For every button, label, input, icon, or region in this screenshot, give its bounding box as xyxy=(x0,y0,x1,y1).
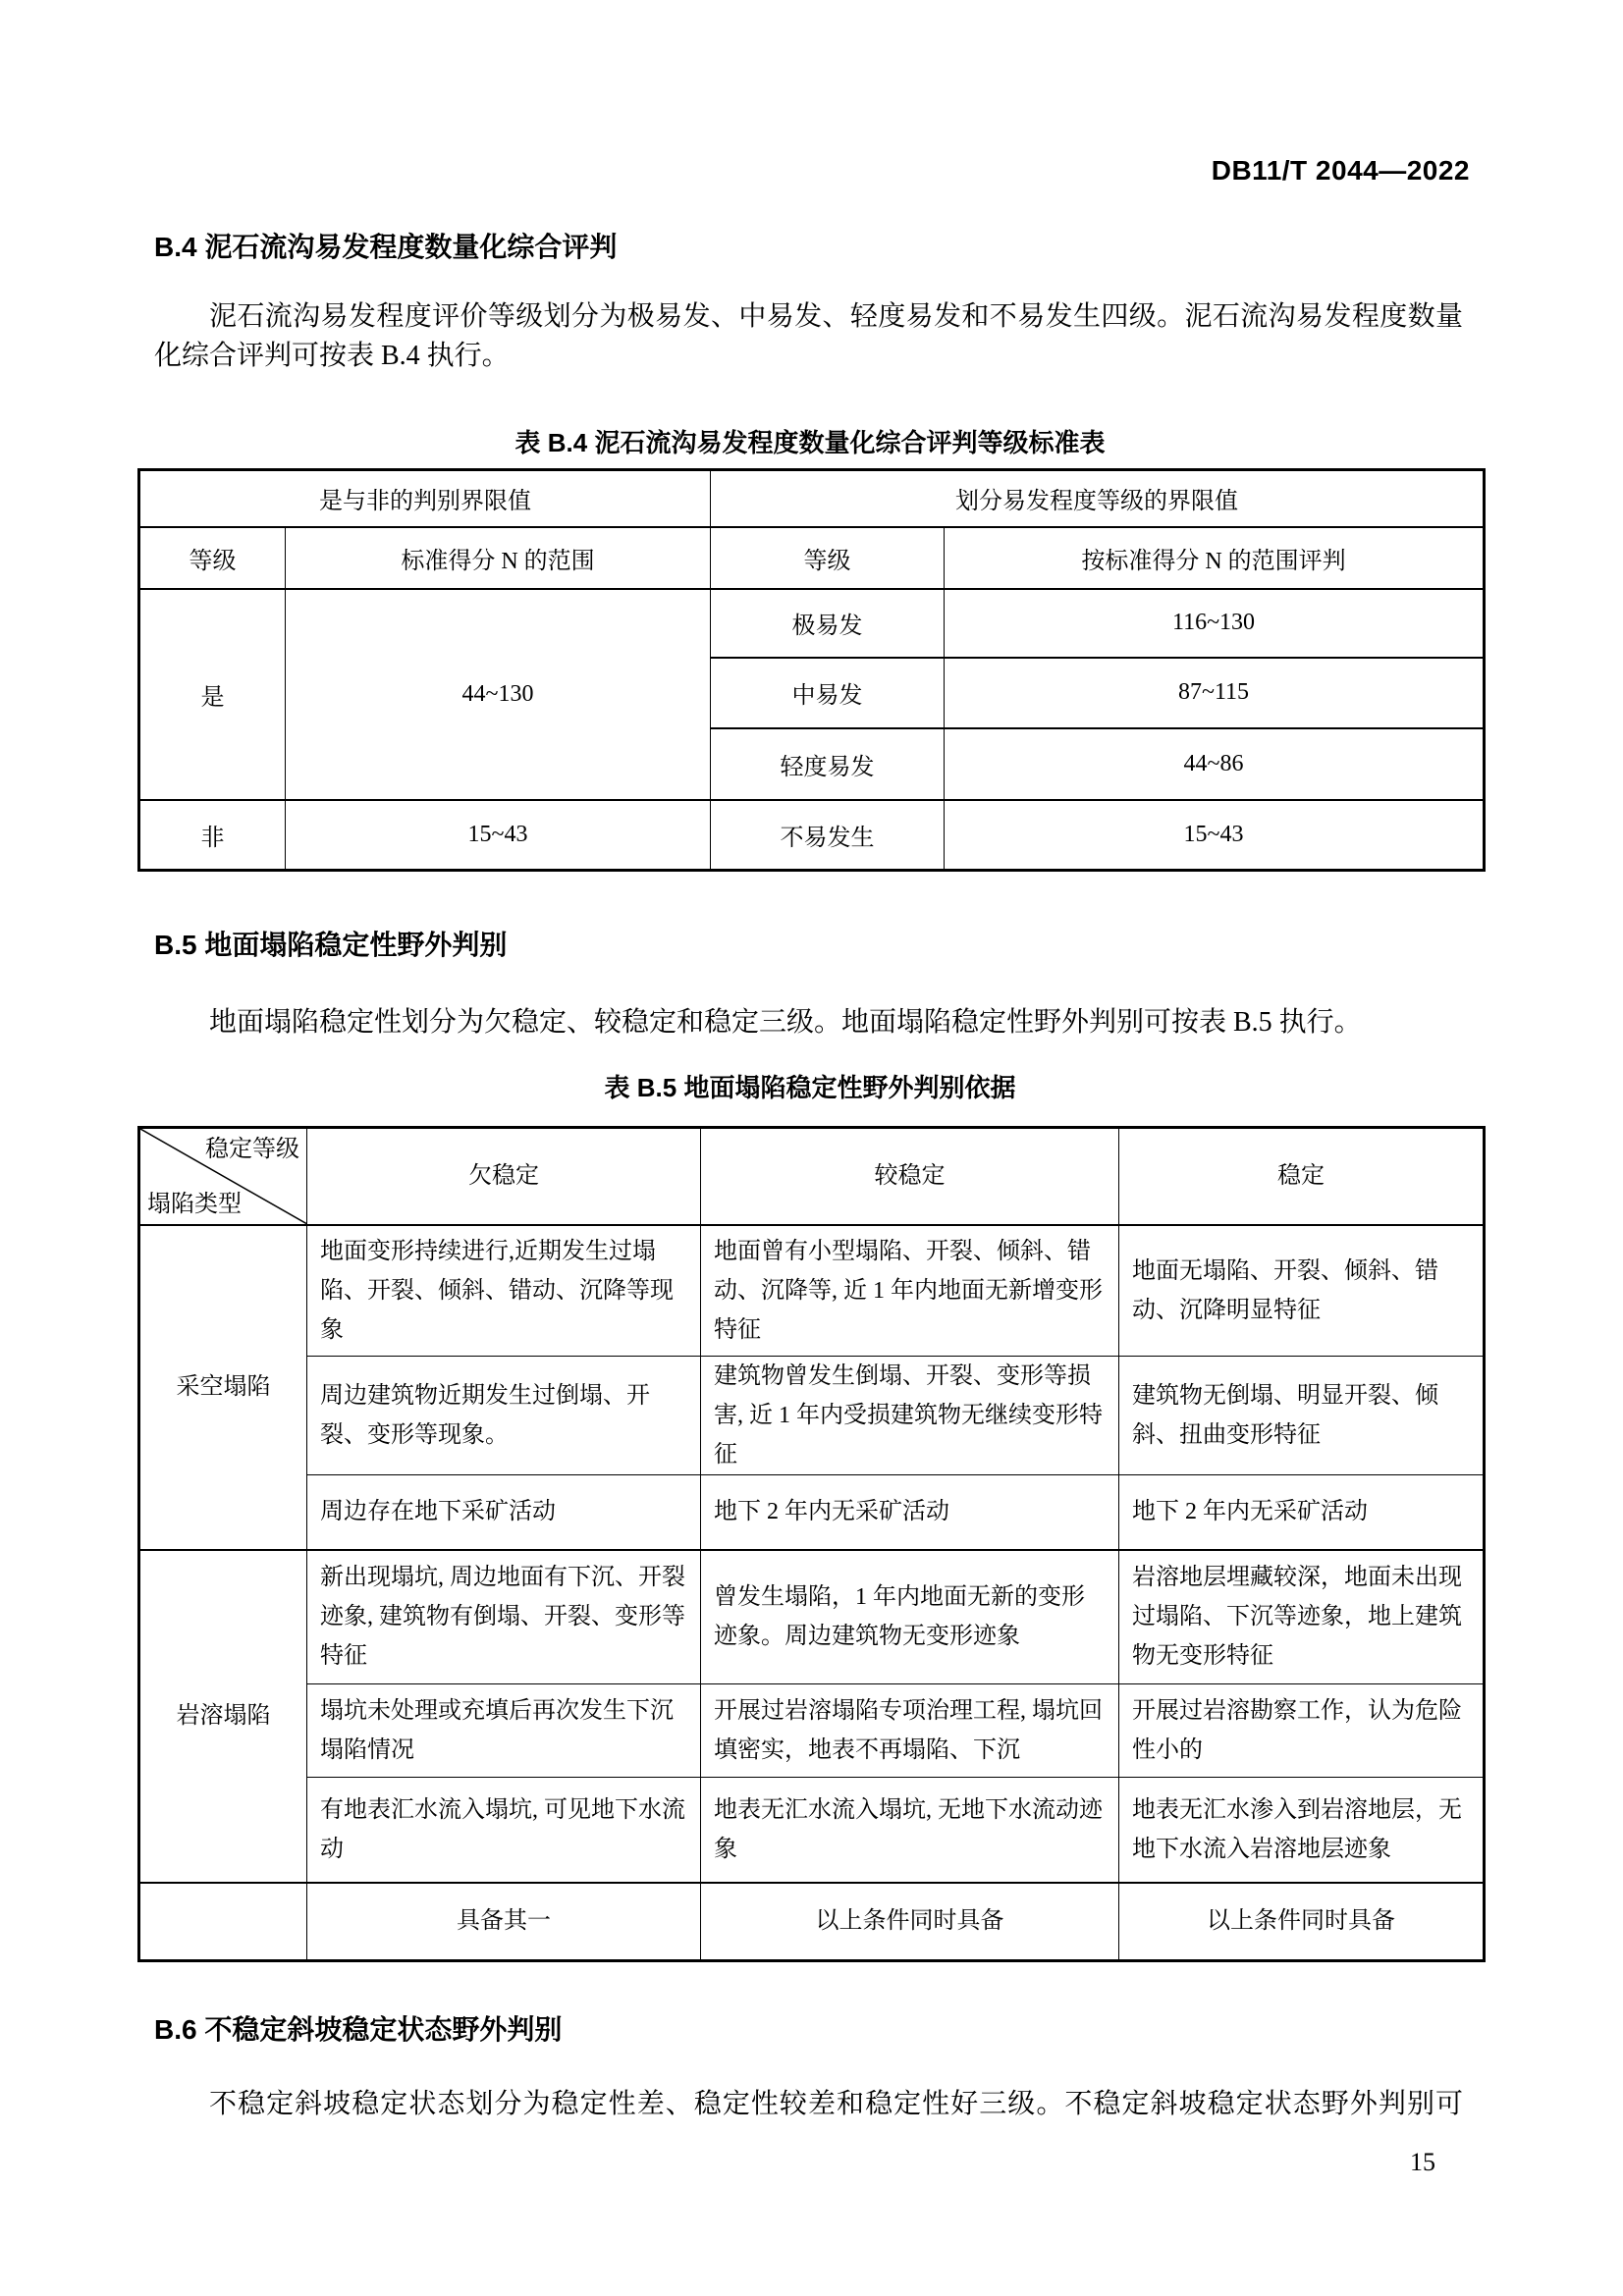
table-b4-col-header: 标准得分 N 的范围 xyxy=(286,527,711,589)
section-b4-heading: B.4 泥石流沟易发程度数量化综合评判 xyxy=(154,232,618,262)
section-b5-paragraph: 地面塌陷稳定性划分为欠稳定、较稳定和稳定三级。地面塌陷稳定性野外判别可按表 B.5 执行。 xyxy=(209,1007,1362,1038)
table-b4 xyxy=(137,468,1486,872)
table-b5-cell: 开展过岩溶塌陷专项治理工程, 塌坑回填密实，地表不再塌陷、下沉 xyxy=(701,1684,1119,1778)
table-b4-caption: 表 B.4 泥石流沟易发程度数量化综合评判等级标准表 xyxy=(514,428,1106,457)
table-b4-cell-range: 44~86 xyxy=(945,728,1485,800)
table-b5-cell: 周边建筑物近期发生过倒塌、开裂、变形等现象。 xyxy=(307,1357,701,1475)
table-b5-cell: 新出现塌坑, 周边地面有下沉、开裂迹象, 建筑物有倒塌、开裂、变形等特征 xyxy=(307,1550,701,1684)
table-b5-row-label-mining: 采空塌陷 xyxy=(139,1225,307,1550)
table-b4-col-header: 按标准得分 N 的范围评判 xyxy=(945,527,1485,589)
table-b5-cell: 开展过岩溶勘察工作，认为危险性小的 xyxy=(1119,1684,1485,1778)
table-b5-footer-cell: 以上条件同时具备 xyxy=(701,1883,1119,1961)
table-b4-cell-grade-yes: 是 xyxy=(139,589,286,800)
table-b5-cell: 建筑物无倒塌、明显开裂、倾斜、扭曲变形特征 xyxy=(1119,1357,1485,1475)
table-b5-footer-cell: 以上条件同时具备 xyxy=(1119,1883,1485,1961)
table-b4-col-header: 等级 xyxy=(711,527,945,589)
table-b4-cell-range-no: 15~43 xyxy=(286,800,711,871)
table-b5-cell: 岩溶地层埋藏较深，地面未出现过塌陷、下沉等迹象，地上建筑物无变形特征 xyxy=(1119,1550,1485,1684)
corner-label-stability-grade: 稳定等级 xyxy=(205,1137,299,1162)
document-code-header: DB11/T 2044—2022 xyxy=(1211,155,1470,186)
section-b5-heading: B.5 地面塌陷稳定性野外判别 xyxy=(154,930,508,960)
table-b4-group-header: 是与非的判别界限值 xyxy=(139,470,711,527)
table-b5-caption: 表 B.5 地面塌陷稳定性野外判别依据 xyxy=(604,1073,1016,1102)
corner-label-collapse-type: 塌陷类型 xyxy=(147,1191,242,1217)
table-b5-cell: 有地表汇水流入塌坑, 可见地下水流动 xyxy=(307,1778,701,1883)
table-b5-footer-cell: 具备其一 xyxy=(307,1883,701,1961)
table-b5-cell: 塌坑未处理或充填后再次发生下沉塌陷情况 xyxy=(307,1684,701,1778)
table-b5-cell: 建筑物曾发生倒塌、开裂、变形等损害, 近 1 年内受损建筑物无继续变形特征 xyxy=(701,1357,1119,1475)
section-b6-paragraph: 不稳定斜坡稳定状态划分为稳定性差、稳定性较差和稳定性好三级。不稳定斜坡稳定状态野外判别可 xyxy=(209,2089,1463,2119)
table-b5-col-header: 稳定 xyxy=(1119,1128,1485,1225)
table-b4-cell-grade: 轻度易发 xyxy=(711,728,945,800)
table-b5-cell: 地下 2 年内无采矿活动 xyxy=(701,1475,1119,1550)
section-b6-heading: B.6 不稳定斜坡稳定状态野外判别 xyxy=(154,2014,563,2045)
table-b4-cell-range-yes: 44~130 xyxy=(286,589,711,800)
table-b5-cell: 地下 2 年内无采矿活动 xyxy=(1119,1475,1485,1550)
table-b4-cell-grade: 不易发生 xyxy=(711,800,945,871)
table-b5-cell: 曾发生塌陷，1 年内地面无新的变形迹象。周边建筑物无变形迹象 xyxy=(701,1550,1119,1684)
table-b5-col-header: 欠稳定 xyxy=(307,1128,701,1225)
table-b5-cell: 地面曾有小型塌陷、开裂、倾斜、错动、沉降等, 近 1 年内地面无新增变形特征 xyxy=(701,1225,1119,1357)
table-b5 xyxy=(137,1126,1486,1962)
section-b4-paragraph: 泥石流沟易发程度评价等级划分为极易发、中易发、轻度易发和不易发生四级。泥石流沟易发程度数量化综合评判可按表 B.4 执行。 xyxy=(154,301,1463,371)
table-b5-footer-empty-cell xyxy=(139,1883,307,1961)
table-b5-cell: 地面无塌陷、开裂、倾斜、错动、沉降明显特征 xyxy=(1119,1225,1485,1357)
table-b4-col-header: 等级 xyxy=(139,527,286,589)
table-b4-cell-grade: 中易发 xyxy=(711,658,945,728)
table-b5-corner-cell xyxy=(139,1128,307,1225)
table-b4-group-header: 划分易发程度等级的界限值 xyxy=(711,470,1485,527)
table-b5-cell: 地面变形持续进行,近期发生过塌陷、开裂、倾斜、错动、沉降等现象 xyxy=(307,1225,701,1357)
table-b4-cell-range: 116~130 xyxy=(945,589,1485,658)
page-number: 15 xyxy=(1410,2148,1435,2176)
table-b4-cell-range: 15~43 xyxy=(945,800,1485,871)
table-b5-cell: 周边存在地下采矿活动 xyxy=(307,1475,701,1550)
table-b5-col-header: 较稳定 xyxy=(701,1128,1119,1225)
table-b4-cell-grade-no: 非 xyxy=(139,800,286,871)
table-b5-row-label-karst: 岩溶塌陷 xyxy=(139,1550,307,1883)
table-b4-cell-range: 87~115 xyxy=(945,658,1485,728)
table-b4-cell-grade: 极易发 xyxy=(711,589,945,658)
table-b5-cell: 地表无汇水流入塌坑, 无地下水流动迹象 xyxy=(701,1778,1119,1883)
table-b5-cell: 地表无汇水渗入到岩溶地层，无地下水流入岩溶地层迹象 xyxy=(1119,1778,1485,1883)
